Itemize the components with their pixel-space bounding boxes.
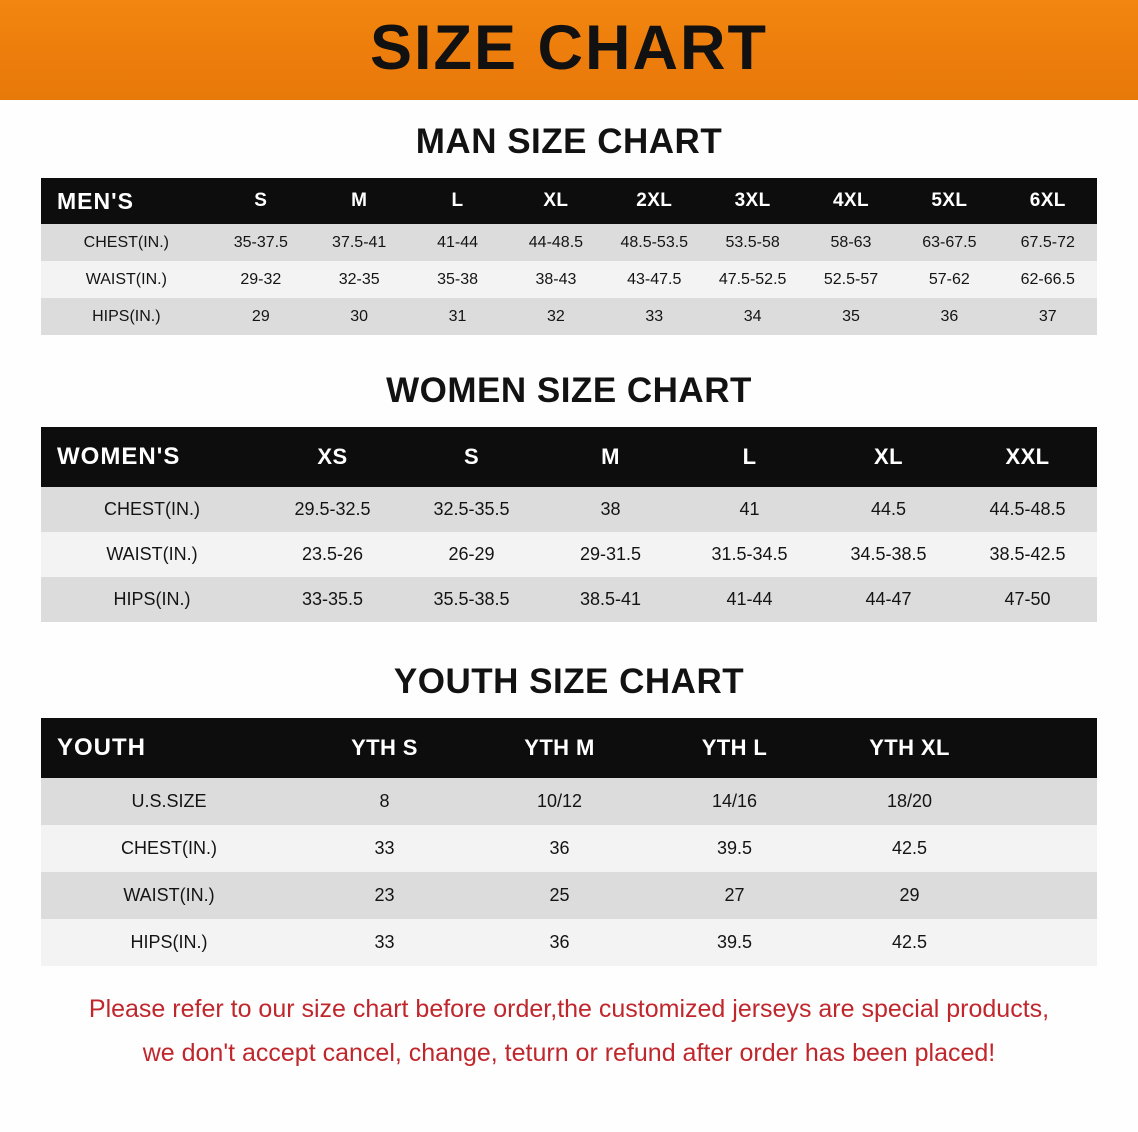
page-title: SIZE CHART — [370, 12, 768, 83]
table-cell: 36 — [472, 825, 647, 872]
table-cell: 29 — [212, 298, 310, 335]
table-cell: 34 — [703, 298, 801, 335]
table-header-cell: XL — [507, 178, 605, 224]
table-cell: 30 — [310, 298, 408, 335]
table-cell: 62-66.5 — [999, 261, 1097, 298]
table-cell: 25 — [472, 872, 647, 919]
table-header-cell: YTH M — [472, 718, 647, 778]
table-cell: 33-35.5 — [263, 577, 402, 622]
table-cell: 38.5-41 — [541, 577, 680, 622]
row-label: WAIST(IN.) — [41, 261, 212, 298]
row-label: HIPS(IN.) — [41, 298, 212, 335]
table-cell: 37 — [999, 298, 1097, 335]
women-section-heading: WOMEN SIZE CHART — [386, 371, 752, 410]
man-size-table — [41, 178, 1097, 335]
table-header-cell: L — [408, 178, 506, 224]
table-header-cell: MEN'S — [41, 178, 212, 224]
table-cell: 18/20 — [822, 778, 997, 825]
table-row — [41, 778, 1097, 825]
table-row — [41, 261, 1097, 298]
table-row — [41, 487, 1097, 532]
table-cell: 44.5 — [819, 487, 958, 532]
table-cell: 33 — [297, 825, 472, 872]
table-cell: 33 — [297, 919, 472, 966]
table-header-cell: 3XL — [703, 178, 801, 224]
table-header-cell: XS — [263, 427, 402, 487]
man-section-heading: MAN SIZE CHART — [415, 122, 723, 161]
table-cell: 38-43 — [507, 261, 605, 298]
table-cell: 8 — [297, 778, 472, 825]
table-header-spacer — [997, 718, 1097, 778]
table-header-cell: M — [541, 427, 680, 487]
table-header-cell: M — [310, 178, 408, 224]
table-cell: 38 — [541, 487, 680, 532]
table-cell: 58-63 — [802, 224, 900, 261]
table-cell: 23.5-26 — [263, 532, 402, 577]
table-cell: 44-48.5 — [507, 224, 605, 261]
row-label: U.S.SIZE — [41, 778, 297, 825]
policy-note-line-1: Please refer to our size chart before order,the customized jerseys are special products, — [88, 995, 1050, 1023]
table-cell: 57-62 — [900, 261, 998, 298]
table-cell: 31 — [408, 298, 506, 335]
table-cell: 53.5-58 — [703, 224, 801, 261]
table-header-cell: 5XL — [900, 178, 998, 224]
row-label: HIPS(IN.) — [41, 577, 263, 622]
table-cell: 23 — [297, 872, 472, 919]
table-cell: 35-37.5 — [212, 224, 310, 261]
table-row — [41, 532, 1097, 577]
table-row — [41, 298, 1097, 335]
table-header-cell: XXL — [958, 427, 1097, 487]
table-cell: 43-47.5 — [605, 261, 703, 298]
table-row — [41, 872, 1097, 919]
table-cell: 29.5-32.5 — [263, 487, 402, 532]
table-header-cell: YOUTH — [41, 718, 297, 778]
table-cell: 10/12 — [472, 778, 647, 825]
table-cell-spacer — [997, 825, 1097, 872]
policy-note-line-2: we don't accept cancel, change, teturn or refund after order has been placed! — [142, 1038, 996, 1067]
table-cell: 38.5-42.5 — [958, 532, 1097, 577]
table-header-row — [41, 178, 1097, 224]
table-row — [41, 224, 1097, 261]
table-header-cell: S — [212, 178, 310, 224]
table-cell: 31.5-34.5 — [680, 532, 819, 577]
table-cell: 29-31.5 — [541, 532, 680, 577]
page-banner — [0, 0, 1138, 100]
table-cell: 48.5-53.5 — [605, 224, 703, 261]
table-header-cell: YTH S — [297, 718, 472, 778]
table-cell: 35-38 — [408, 261, 506, 298]
table-header-cell: S — [402, 427, 541, 487]
table-header-cell: WOMEN'S — [41, 427, 263, 487]
table-header-cell: 2XL — [605, 178, 703, 224]
women-size-table — [41, 427, 1097, 622]
table-header-cell: XL — [819, 427, 958, 487]
table-cell: 42.5 — [822, 825, 997, 872]
table-cell: 67.5-72 — [999, 224, 1097, 261]
table-header-row — [41, 427, 1097, 487]
table-cell-spacer — [997, 872, 1097, 919]
table-cell: 35.5-38.5 — [402, 577, 541, 622]
table-cell: 32 — [507, 298, 605, 335]
table-cell: 33 — [605, 298, 703, 335]
table-cell: 36 — [472, 919, 647, 966]
table-cell: 41 — [680, 487, 819, 532]
row-label: CHEST(IN.) — [41, 487, 263, 532]
table-cell: 47-50 — [958, 577, 1097, 622]
table-cell: 52.5-57 — [802, 261, 900, 298]
table-cell: 39.5 — [647, 919, 822, 966]
table-cell: 36 — [900, 298, 998, 335]
table-cell: 39.5 — [647, 825, 822, 872]
table-header-cell: 6XL — [999, 178, 1097, 224]
table-cell: 35 — [802, 298, 900, 335]
table-cell: 41-44 — [680, 577, 819, 622]
table-cell: 14/16 — [647, 778, 822, 825]
table-cell: 27 — [647, 872, 822, 919]
youth-table-wrapper — [41, 718, 1097, 966]
table-row — [41, 577, 1097, 622]
table-cell-spacer — [997, 919, 1097, 966]
table-header-cell: YTH L — [647, 718, 822, 778]
table-row — [41, 919, 1097, 966]
table-cell: 34.5-38.5 — [819, 532, 958, 577]
table-cell: 44.5-48.5 — [958, 487, 1097, 532]
women-table-wrapper — [41, 427, 1097, 622]
table-cell: 32-35 — [310, 261, 408, 298]
row-label: WAIST(IN.) — [41, 872, 297, 919]
table-header-cell: 4XL — [802, 178, 900, 224]
table-cell: 44-47 — [819, 577, 958, 622]
table-cell: 29-32 — [212, 261, 310, 298]
youth-section-heading: YOUTH SIZE CHART — [393, 662, 745, 701]
row-label: WAIST(IN.) — [41, 532, 263, 577]
table-cell: 29 — [822, 872, 997, 919]
row-label: CHEST(IN.) — [41, 825, 297, 872]
youth-size-table — [41, 718, 1097, 966]
table-cell: 32.5-35.5 — [402, 487, 541, 532]
man-table-wrapper — [41, 178, 1097, 335]
row-label: HIPS(IN.) — [41, 919, 297, 966]
table-cell: 26-29 — [402, 532, 541, 577]
table-header-cell: L — [680, 427, 819, 487]
row-label: CHEST(IN.) — [41, 224, 212, 261]
table-cell-spacer — [997, 778, 1097, 825]
table-row — [41, 825, 1097, 872]
table-header-cell: YTH XL — [822, 718, 997, 778]
policy-note — [39, 988, 1099, 1076]
table-cell: 37.5-41 — [310, 224, 408, 261]
table-header-row — [41, 718, 1097, 778]
table-cell: 47.5-52.5 — [703, 261, 801, 298]
table-cell: 41-44 — [408, 224, 506, 261]
table-cell: 42.5 — [822, 919, 997, 966]
table-cell: 63-67.5 — [900, 224, 998, 261]
